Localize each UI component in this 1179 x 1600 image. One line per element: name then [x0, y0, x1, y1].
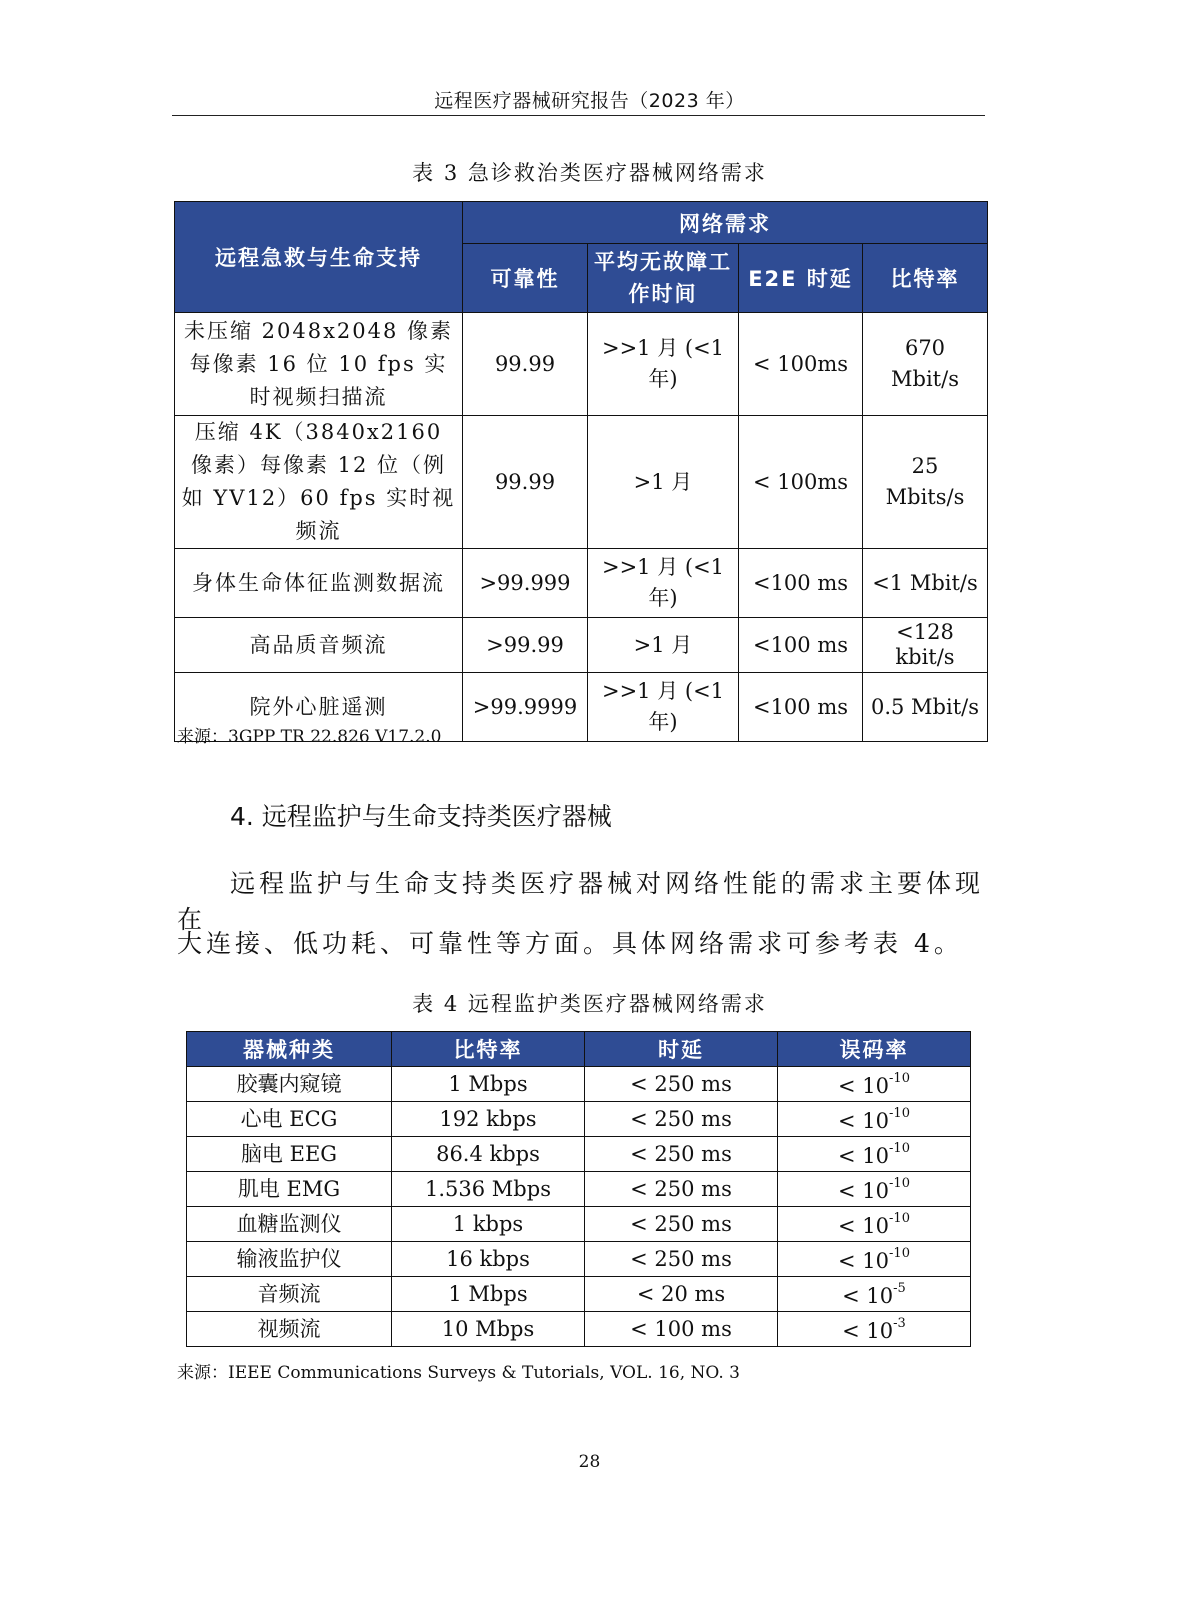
table3-cell-reliability: >99.999	[463, 549, 588, 618]
table3-header-latency: E2E 时延	[739, 244, 863, 313]
table3-cell-mtbf: >>1 月 (<1 年)	[588, 313, 739, 416]
table3-cell-latency: <100 ms	[739, 618, 863, 673]
table4-cell-bitrate: 1 Mbps	[392, 1067, 585, 1102]
table4-cell-latency: < 20 ms	[585, 1277, 778, 1312]
table4-cell-ber	[778, 1067, 971, 1102]
table3-cell-reliability: 99.99	[463, 313, 588, 416]
table-row	[187, 1277, 971, 1312]
ber-exponent: -10	[889, 1211, 910, 1226]
table4-cell-latency: < 250 ms	[585, 1172, 778, 1207]
table4-cell-device: 肌电 EMG	[187, 1172, 392, 1207]
table3-cell-bitrate: 670 Mbit/s	[863, 313, 988, 416]
table-row	[187, 1242, 971, 1277]
table4-source: 来源：IEEE Communications Surveys & Tutorials, VOL. 16, NO. 3	[177, 1363, 740, 1383]
table4-cell-device: 音频流	[187, 1277, 392, 1312]
table3	[174, 201, 988, 742]
table4-cell-device: 胶囊内窥镜	[187, 1067, 392, 1102]
table4-cell-bitrate: 86.4 kbps	[392, 1137, 585, 1172]
table-row	[187, 1172, 971, 1207]
ber-base: < 10	[838, 1144, 890, 1168]
paragraph-line: 大连接、低功耗、可靠性等方面。具体网络需求可参考表 4。	[177, 929, 963, 958]
table4-header-ber: 误码率	[778, 1032, 971, 1067]
table3-cell-bitrate: <1 Mbit/s	[863, 549, 988, 618]
table3-header-bitrate: 比特率	[863, 244, 988, 313]
table3-cell-item: 未压缩 2048x2048 像素每像素 16 位 10 fps 实时视频扫描流	[175, 313, 463, 416]
ber-exponent: -3	[893, 1316, 906, 1331]
table4-cell-bitrate: 10 Mbps	[392, 1312, 585, 1347]
table3-cell-bitrate: <128 kbit/s	[863, 618, 988, 673]
table4-cell-ber	[778, 1137, 971, 1172]
table4-cell-bitrate: 192 kbps	[392, 1102, 585, 1137]
table4-cell-ber	[778, 1172, 971, 1207]
ber-base: < 10	[838, 1179, 890, 1203]
table3-cell-latency: <100 ms	[739, 673, 863, 742]
table4-header-device: 器械种类	[187, 1032, 392, 1067]
table4-cell-ber	[778, 1242, 971, 1277]
table3-cell-item: 院外心脏遥测	[175, 673, 463, 742]
table4-cell-device: 视频流	[187, 1312, 392, 1347]
ber-base: < 10	[842, 1284, 894, 1308]
ber-exponent: -5	[893, 1281, 906, 1296]
table-row	[187, 1312, 971, 1347]
table3-cell-bitrate: 25 Mbits/s	[863, 416, 988, 549]
table4-cell-device: 输液监护仪	[187, 1242, 392, 1277]
ber-base: < 10	[838, 1214, 890, 1238]
table-row	[187, 1207, 971, 1242]
table-row	[175, 313, 988, 416]
ber-exponent: -10	[889, 1141, 910, 1156]
table3-cell-latency: < 100ms	[739, 313, 863, 416]
table3-header-reliability: 可靠性	[463, 244, 588, 313]
table4-caption: 表 4 远程监护类医疗器械网络需求	[412, 992, 767, 1016]
paragraph-line: 远程监护与生命支持类医疗器械对网络性能的需求主要体现在	[177, 869, 985, 934]
table4-header-bitrate: 比特率	[392, 1032, 585, 1067]
table3-cell-mtbf: >1 月	[588, 618, 739, 673]
ber-base: < 10	[838, 1109, 890, 1133]
table4	[186, 1031, 971, 1347]
header-divider	[172, 115, 985, 116]
ber-exponent: -10	[889, 1176, 910, 1191]
table3-cell-mtbf: >>1 月 (<1 年)	[588, 673, 739, 742]
table4-cell-ber	[778, 1277, 971, 1312]
table4-cell-latency: < 250 ms	[585, 1067, 778, 1102]
table4-cell-device: 脑电 EEG	[187, 1137, 392, 1172]
table4-cell-bitrate: 1 Mbps	[392, 1277, 585, 1312]
table4-cell-bitrate: 1 kbps	[392, 1207, 585, 1242]
ber-exponent: -10	[889, 1071, 910, 1086]
table3-cell-reliability: >99.9999	[463, 673, 588, 742]
table4-cell-latency: < 250 ms	[585, 1207, 778, 1242]
ber-exponent: -10	[889, 1246, 910, 1261]
table-row	[175, 416, 988, 549]
table4-cell-latency: < 100 ms	[585, 1312, 778, 1347]
table4-cell-bitrate: 1.536 Mbps	[392, 1172, 585, 1207]
table3-cell-item: 身体生命体征监测数据流	[175, 549, 463, 618]
table4-cell-latency: < 250 ms	[585, 1102, 778, 1137]
table4-cell-latency: < 250 ms	[585, 1137, 778, 1172]
table-row	[187, 1102, 971, 1137]
table4-cell-bitrate: 16 kbps	[392, 1242, 585, 1277]
table4-cell-ber	[778, 1312, 971, 1347]
table3-cell-reliability: >99.99	[463, 618, 588, 673]
table3-cell-bitrate: 0.5 Mbit/s	[863, 673, 988, 742]
ber-base: < 10	[842, 1319, 894, 1343]
running-header: 远程医疗器械研究报告（2023 年）	[434, 90, 745, 112]
table4-cell-ber	[778, 1207, 971, 1242]
table3-header-network: 网络需求	[463, 202, 988, 244]
table4-cell-device: 心电 ECG	[187, 1102, 392, 1137]
ber-exponent: -10	[889, 1106, 910, 1121]
table3-cell-item: 压缩 4K（3840x2160 像素）每像素 12 位（例如 YV12）60 fps 实时视频流	[175, 416, 463, 549]
table3-cell-reliability: 99.99	[463, 416, 588, 549]
table3-cell-mtbf: >>1 月 (<1 年)	[588, 549, 739, 618]
table-row	[187, 1137, 971, 1172]
ber-base: < 10	[838, 1249, 890, 1273]
table3-cell-mtbf: >1 月	[588, 416, 739, 549]
table4-cell-ber	[778, 1102, 971, 1137]
section-heading: 4. 远程监护与生命支持类医疗器械	[230, 802, 612, 831]
table-row	[187, 1067, 971, 1102]
table-row	[175, 618, 988, 673]
table4-cell-device: 血糖监测仪	[187, 1207, 392, 1242]
ber-base: < 10	[838, 1074, 890, 1098]
table4-cell-latency: < 250 ms	[585, 1242, 778, 1277]
table-row	[175, 549, 988, 618]
table3-header-mtbf: 平均无故障工作时间	[588, 244, 739, 313]
page-number: 28	[578, 1452, 601, 1472]
table3-source: 来源：3GPP TR 22.826 V17.2.0	[177, 727, 442, 747]
table4-header-latency: 时延	[585, 1032, 778, 1067]
table3-cell-latency: < 100ms	[739, 416, 863, 549]
table3-header-item: 远程急救与生命支持	[175, 202, 463, 313]
table3-cell-item: 高品质音频流	[175, 618, 463, 673]
table3-cell-latency: <100 ms	[739, 549, 863, 618]
table3-caption: 表 3 急诊救治类医疗器械网络需求	[412, 161, 767, 185]
